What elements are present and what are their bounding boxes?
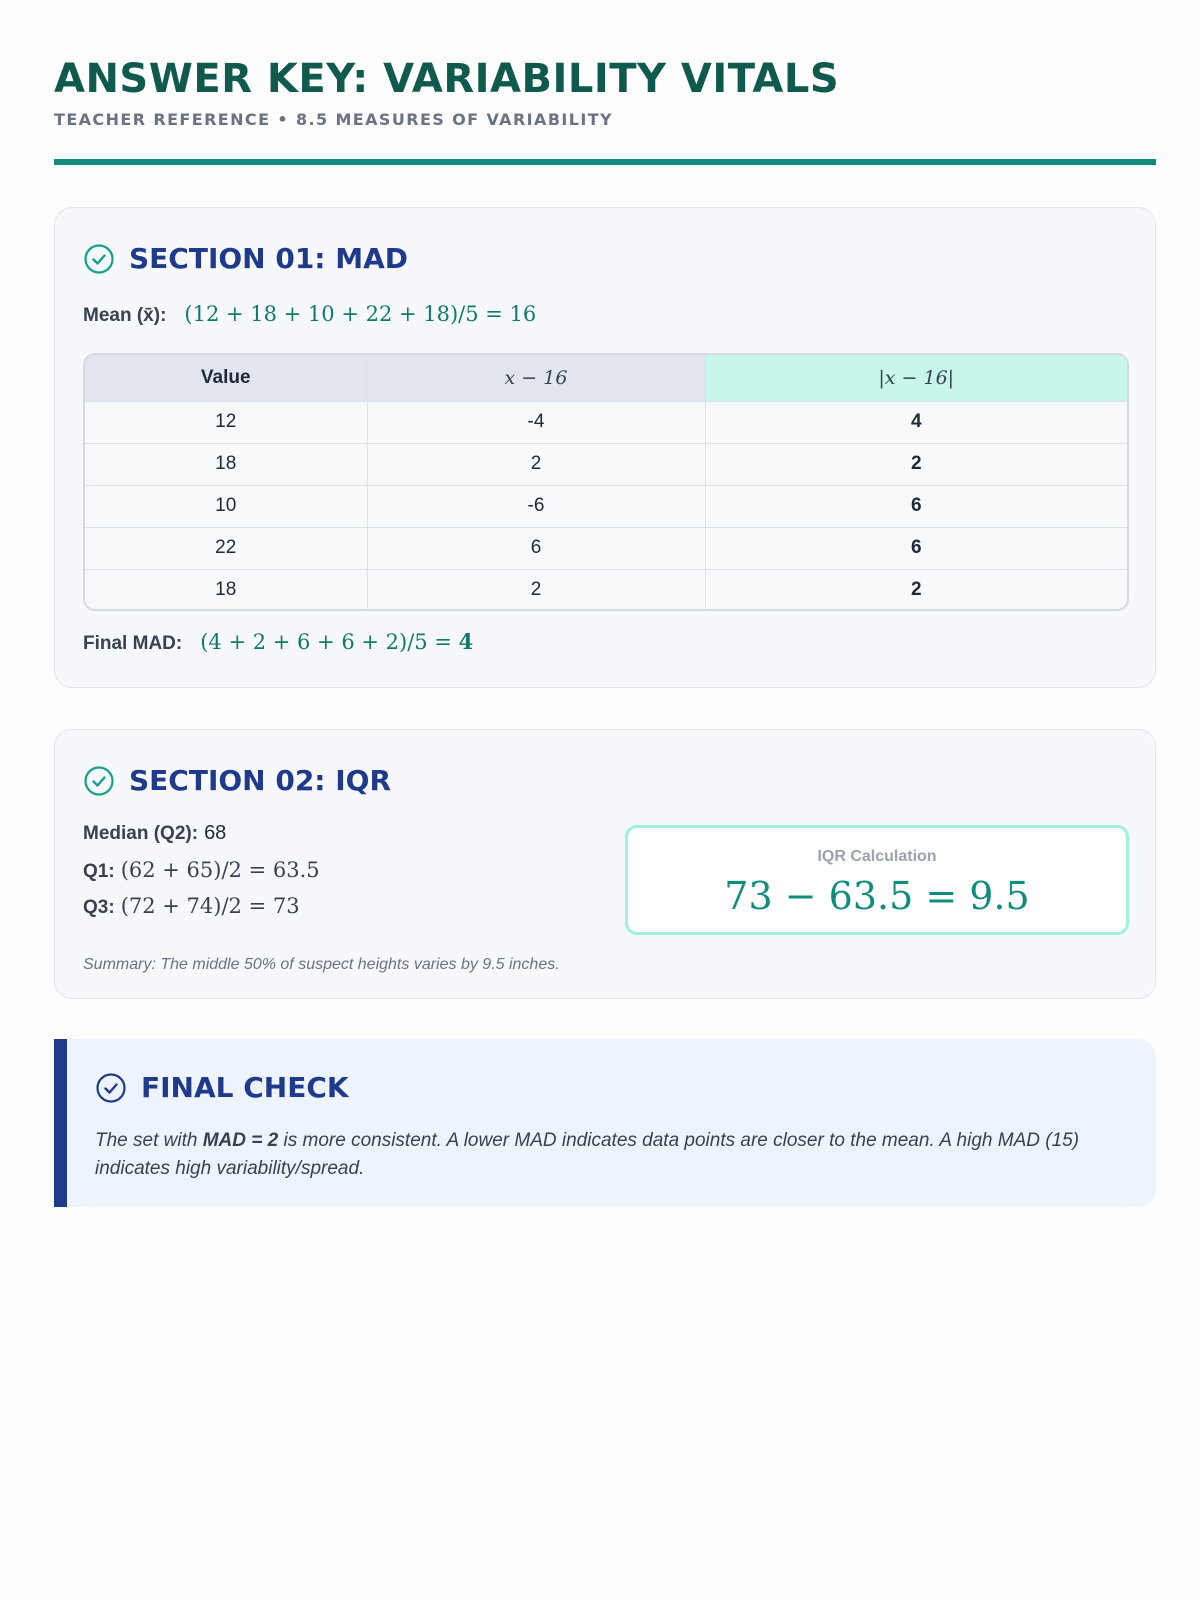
final-text-before: The set with: [95, 1130, 203, 1151]
final-text-bold: MAD = 2: [202, 1130, 279, 1151]
final-mad-expr-prefix: (4 + 2 + 6 + 6 + 2)/5 =: [200, 630, 459, 654]
table-row: [85, 485, 1127, 527]
header-deviation: x − 16: [367, 355, 705, 401]
section-mad-title: SECTION 01: MAD: [129, 242, 409, 275]
q1-expression: (62 + 65)/2 = 63.5: [120, 858, 320, 882]
cell-value: 18: [85, 569, 367, 611]
check-circle-icon: [83, 765, 115, 797]
cell-deviation: 2: [367, 569, 705, 611]
cell-abs-deviation: 2: [705, 443, 1127, 485]
final-mad-result: 4: [458, 629, 474, 654]
mean-label: Mean (x̄):: [83, 305, 167, 326]
cell-abs-deviation: 6: [705, 485, 1127, 527]
table-row: [85, 527, 1127, 569]
header-abs-deviation: |x − 16|: [705, 355, 1127, 401]
final-mad-label: Final MAD:: [83, 633, 183, 654]
quartile-lines: [83, 822, 320, 930]
mean-expression: (12 + 18 + 10 + 22 + 18)/5 = 16: [184, 302, 537, 326]
cell-value: 22: [85, 527, 367, 569]
final-text-after: is more consistent. A lower MAD indicates data points are closer to the mean. A high MAD (15) indicates high variability/spread.: [95, 1130, 1080, 1179]
section-mad-header: [83, 242, 408, 275]
q1-row: [83, 858, 320, 894]
cell-abs-deviation: 2: [705, 569, 1127, 611]
check-circle-icon: [83, 243, 115, 275]
cell-abs-deviation: 4: [705, 401, 1127, 443]
section-iqr-header: [83, 764, 391, 797]
table-header-row: [85, 355, 1127, 401]
table-row: [85, 569, 1127, 611]
iqr-calculation-expression: 73 − 63.5 = 9.5: [724, 874, 1030, 918]
cell-abs-deviation: 6: [705, 527, 1127, 569]
iqr-calculation-label: IQR Calculation: [817, 848, 937, 865]
header-divider: [54, 159, 1156, 165]
table-row: [85, 443, 1127, 485]
q3-row: [83, 894, 320, 930]
cell-value: 12: [85, 401, 367, 443]
final-check-title: FINAL CHECK: [141, 1071, 349, 1104]
check-circle-icon: [95, 1072, 127, 1104]
iqr-summary: Summary: The middle 50% of suspect heights varies by 9.5 inches.: [83, 956, 560, 973]
final-check-card: [54, 1039, 1156, 1207]
section-mad-card: [54, 207, 1156, 688]
header-value: Value: [85, 355, 367, 401]
cell-value: 10: [85, 485, 367, 527]
median-value: 68: [204, 822, 227, 844]
cell-deviation: 2: [367, 443, 705, 485]
q1-label: Q1:: [83, 861, 115, 882]
q3-label: Q3:: [83, 897, 115, 918]
deviation-table: [83, 353, 1129, 611]
median-row: [83, 822, 320, 858]
iqr-calculation-box: [625, 825, 1129, 935]
page-subtitle: TEACHER REFERENCE • 8.5 MEASURES OF VARIABILITY: [54, 110, 614, 129]
final-check-text: [95, 1127, 1115, 1183]
section-iqr-title: SECTION 02: IQR: [129, 764, 392, 797]
final-mad-line: [83, 629, 473, 655]
cell-deviation: -4: [367, 401, 705, 443]
median-label: Median (Q2):: [83, 823, 199, 844]
cell-deviation: -6: [367, 485, 705, 527]
final-check-header: [95, 1071, 349, 1104]
table-row: [85, 401, 1127, 443]
final-mad-expression: [200, 629, 473, 654]
section-iqr-card: [54, 729, 1156, 999]
mean-line: [83, 302, 536, 327]
q3-expression: (72 + 74)/2 = 73: [120, 894, 300, 918]
cell-value: 18: [85, 443, 367, 485]
page-title: ANSWER KEY: VARIABILITY VITALS: [54, 56, 840, 102]
cell-deviation: 6: [367, 527, 705, 569]
